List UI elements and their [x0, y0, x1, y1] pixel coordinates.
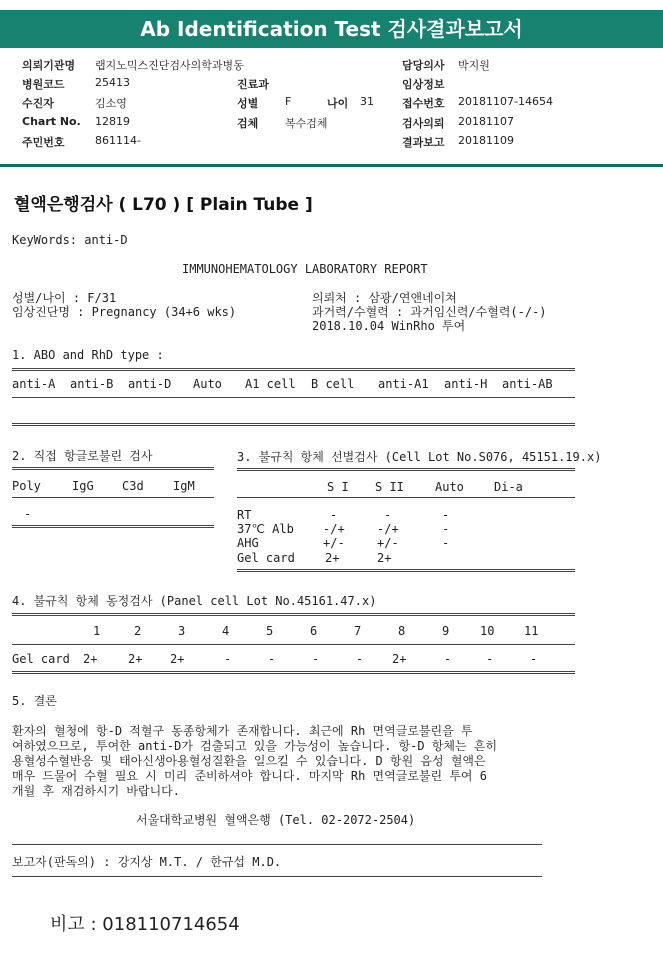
abo-col-anti-h: anti-H — [444, 377, 488, 391]
dat-col-poly: Poly — [12, 479, 41, 493]
abo-col-anti-a: anti-A — [12, 377, 56, 391]
hosp-code-label: 병원코드 — [22, 78, 65, 91]
screen-cell: +/- — [377, 536, 399, 550]
double-rule — [237, 569, 575, 572]
sec2-title: 2. 직접 항글로불린 검사 — [12, 449, 153, 463]
screen-col-auto: Auto — [435, 480, 464, 494]
req-date-label: 검사의뢰 — [402, 117, 445, 130]
report-banner: Ab Identification Test 검사결과보고서 — [0, 10, 663, 48]
dat-col-igm: IgM — [173, 479, 195, 493]
double-rule — [237, 468, 575, 471]
panel-cell: - — [530, 652, 538, 666]
keywords: KeyWords: anti-D — [12, 233, 128, 247]
conclusion-line: 개월 후 재검하시기 바랍니다. — [12, 784, 181, 798]
panel-col-number: 2 — [134, 624, 142, 638]
double-rule — [12, 613, 575, 616]
dat-value: - — [24, 507, 32, 521]
conclusion-line: 환자의 혈청에 항-D 적혈구 동종항체가 존재합니다. 최근에 Rh 면역글로불린을 투 — [12, 724, 473, 738]
screen-cell: +/- — [323, 536, 345, 550]
dat-col-c3d: C3d — [122, 479, 144, 493]
doctor-label: 담당의사 — [402, 59, 445, 72]
panel-col-number: 9 — [442, 624, 450, 638]
report-date-label: 결과보고 — [402, 136, 445, 149]
panel-cell: - — [268, 652, 276, 666]
rule — [12, 397, 575, 398]
sec5-title: 5. 결론 — [12, 694, 57, 708]
age-label: 나이 — [327, 97, 349, 110]
abo-col-auto: Auto — [193, 377, 222, 391]
screen-row-label: 37℃ Alb — [237, 522, 294, 536]
id-label: 주민번호 — [22, 136, 65, 149]
panel-cell: - — [312, 652, 320, 666]
panel-cell: 2+ — [170, 652, 185, 666]
specimen-value: 복수검체 — [285, 117, 328, 130]
abo-col-anti-a1: anti-A1 — [378, 377, 429, 391]
age-value: 31 — [360, 95, 374, 108]
screen-cell: -/+ — [377, 522, 399, 536]
chart-value: 12819 — [95, 115, 130, 128]
sex-label: 성별 — [237, 97, 259, 110]
screen-cell: - — [442, 536, 450, 550]
conclusion-line: 용혈성수혈반응 및 태아신생아용혈성질환을 일으킬 수 있습니다. D 항원 음성 혈액은 — [12, 754, 486, 768]
report-title: IMMUNOHEMATOLOGY LABORATORY REPORT — [182, 262, 428, 276]
requester: 의뢰처 : 삼광/연앤네이쳐 — [312, 291, 457, 305]
rule — [237, 497, 575, 498]
header-divider — [0, 164, 663, 167]
panel-cell: 2+ — [128, 652, 143, 666]
panel-col-number: 10 — [480, 624, 495, 638]
req-date-value: 20181107 — [458, 115, 514, 128]
dat-col-igg: IgG — [72, 479, 94, 493]
abo-col-anti-b: anti-B — [70, 377, 114, 391]
abo-col-anti-ab: anti-AB — [502, 377, 553, 391]
remark: 비고 : 018110714654 — [50, 914, 240, 935]
abo-col-anti-d: anti-D — [128, 377, 172, 391]
panel-cell: - — [486, 652, 494, 666]
panel-col-number: 4 — [222, 624, 230, 638]
panel-col-number: 7 — [354, 624, 362, 638]
panel-cell: 2+ — [392, 652, 407, 666]
double-rule — [12, 368, 575, 371]
screen-row-label: AHG — [237, 536, 259, 550]
screen-row-label: Gel card — [237, 551, 295, 565]
double-rule — [12, 525, 214, 528]
rule — [12, 644, 575, 645]
sec3-title: 3. 불규칙 항체 선별검사 (Cell Lot No.S076, 45151.19.x) — [237, 450, 602, 464]
conclusion-line: 여하였으므로, 투여한 anti-D가 검출되고 있을 가능성이 높습니다. 항-D 항체는 흔히 — [12, 739, 498, 753]
sec1-title: 1. ABO and RhD type : — [12, 348, 164, 362]
panel-col-number: 1 — [93, 624, 101, 638]
panel-col-number: 3 — [178, 624, 186, 638]
sec4-title: 4. 불규칙 항체 동정검사 (Panel cell Lot No.45161.47.x) — [12, 594, 377, 608]
screen-col-dia: Di-a — [494, 480, 523, 494]
screen-cell: 2+ — [325, 551, 340, 565]
screen-row-label: RT — [237, 508, 252, 522]
panel-cell: - — [224, 652, 232, 666]
conclusion-line: 매우 드물어 수혈 필요 시 미리 준비하셔야 합니다. 마지막 Rh 면역글로불린 투여 6 — [12, 769, 487, 783]
panel-row-label: Gel card — [12, 652, 70, 666]
screen-cell: - — [384, 508, 392, 522]
screen-cell: - — [330, 508, 338, 522]
chart-label: Chart No. — [22, 115, 81, 128]
sex-value: F — [285, 95, 292, 108]
screen-cell: 2+ — [377, 551, 392, 565]
patient-value: 김소영 — [95, 97, 127, 110]
dept-label: 진료과 — [237, 78, 269, 91]
panel-cell: - — [444, 652, 452, 666]
test-title: 혈액은행검사 ( L70 ) [ Plain Tube ] — [14, 195, 313, 215]
panel-col-number: 6 — [310, 624, 318, 638]
rule — [12, 844, 542, 845]
sex-age: 성별/나이 : F/31 — [12, 291, 117, 305]
id-value: 861114- — [95, 134, 141, 147]
winrho-note: 2018.10.04 WinRho 투여 — [312, 319, 466, 333]
req-org-label: 의뢰기관명 — [22, 59, 76, 72]
double-rule — [12, 423, 575, 426]
rule — [12, 876, 542, 877]
patient-label: 수진자 — [22, 97, 54, 110]
panel-cell: 2+ — [83, 652, 98, 666]
screen-col-si: S I — [327, 480, 349, 494]
screen-cell: - — [442, 522, 450, 536]
double-rule — [12, 671, 575, 674]
hospital-contact: 서울대학교병원 혈액은행 (Tel. 02-2072-2504) — [136, 813, 416, 827]
abo-col-a1-cell: A1 cell — [245, 377, 296, 391]
screen-col-sii: S II — [375, 480, 404, 494]
hosp-code-value: 25413 — [95, 76, 130, 89]
receipt-label: 접수번호 — [402, 97, 445, 110]
specimen-label: 검체 — [237, 117, 259, 130]
clinical-label: 임상정보 — [402, 78, 445, 91]
panel-cell: - — [356, 652, 364, 666]
receipt-value: 20181107-14654 — [458, 95, 553, 108]
panel-col-number: 11 — [524, 624, 539, 638]
req-org-value: 랩지노믹스진단검사의학과병동 — [95, 59, 244, 72]
doctor-value: 박지원 — [458, 59, 490, 72]
reporter: 보고자(판독의) : 강지상 M.T. / 한규섭 M.D. — [12, 855, 282, 869]
screen-cell: - — [442, 508, 450, 522]
abo-col-b-cell: B cell — [311, 377, 355, 391]
history: 과거력/수혈력 : 과거임신력/수혈력(-/-) — [312, 305, 547, 319]
diagnosis: 임상진단명 : Pregnancy (34+6 wks) — [12, 305, 237, 319]
panel-col-number: 5 — [266, 624, 274, 638]
rule — [12, 497, 214, 498]
report-date-value: 20181109 — [458, 134, 514, 147]
double-rule — [12, 467, 214, 470]
panel-col-number: 8 — [398, 624, 406, 638]
screen-cell: -/+ — [323, 522, 345, 536]
